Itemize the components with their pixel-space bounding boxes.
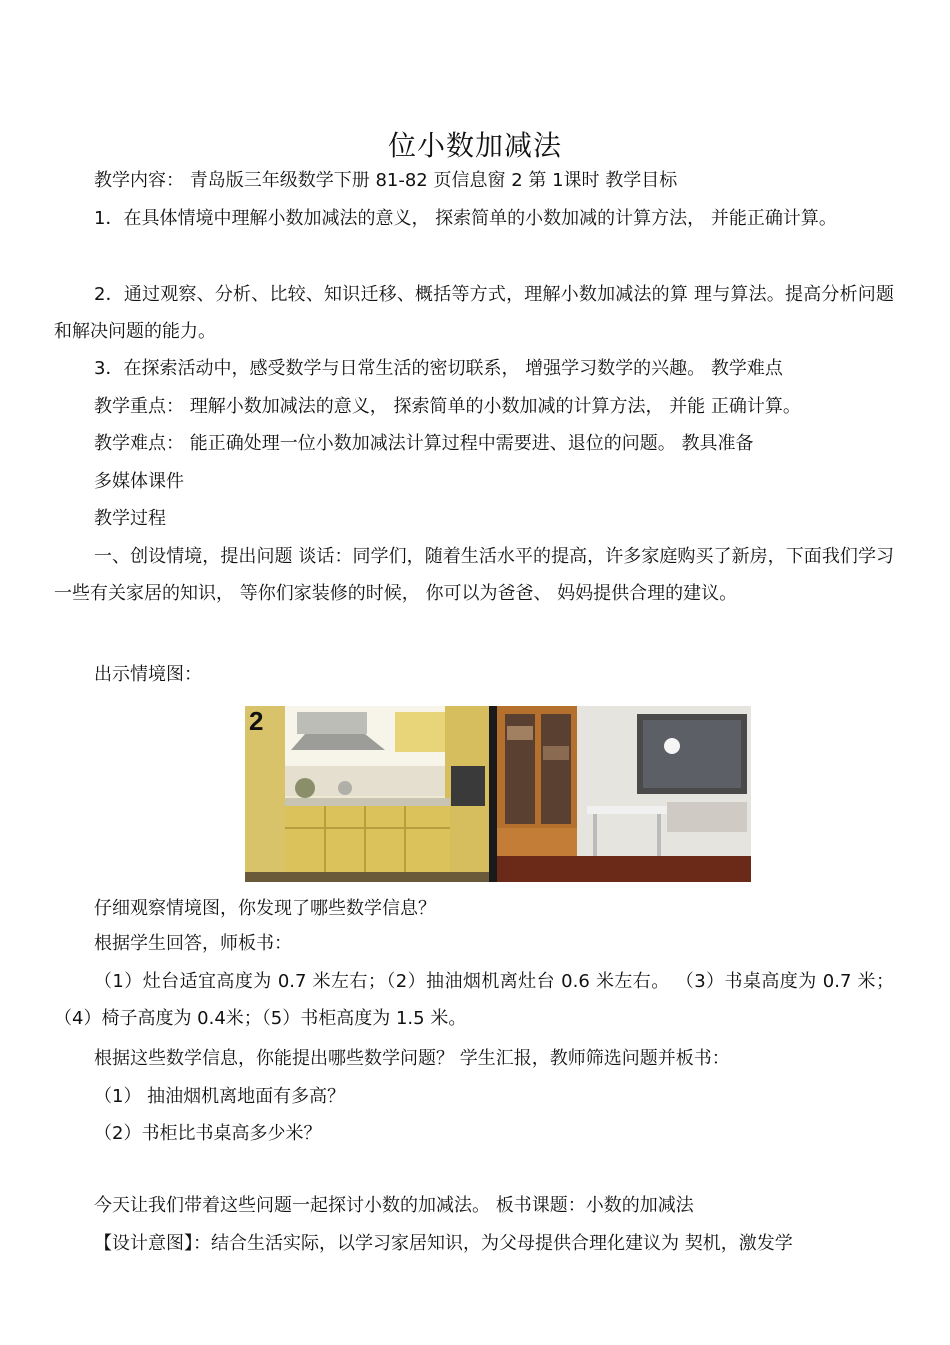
ask-question-line: 根据这些数学信息，你能提出哪些数学问题？ 学生汇报，教师筛选问题并板书： — [94, 1048, 730, 1069]
figure-number-label: 2 — [249, 706, 264, 736]
goal-1-paragraph: 1．在具体情境中理解小数加减法的意义， 探索简单的小数加减的计算方法， 并能正确计算。 — [94, 208, 837, 229]
scene-figure — [245, 706, 751, 882]
teaching-content-line: 教学内容： 青岛版三年级数学下册 81-82 页信息窗 2 第 1课时 教学目标 — [94, 170, 678, 191]
goal-2-paragraph: 2．通过观察、分析、比较、知识迁移、概括等方式，理解小数加减法的算 理与算法。提高分析问题和解决问题的能力。 — [54, 284, 894, 342]
question-1-line: （1） 抽油烟机离地面有多高？ — [94, 1086, 346, 1107]
tools-line: 多媒体课件 — [94, 471, 184, 492]
show-figure-line: 出示情境图： — [94, 664, 202, 685]
today-topic-line: 今天让我们带着这些问题一起探讨小数的加减法。 板书课题：小数的加减法 — [94, 1195, 694, 1216]
process-heading: 教学过程 — [94, 508, 166, 529]
design-intent-line: 【设计意图】：结合生活实际，以学习家居知识，为父母提供合理化建议为 契机，激发学 — [94, 1233, 793, 1254]
goal-3-line: 3．在探索活动中，感受数学与日常生活的密切联系， 增强学习数学的兴趣。 教学难点 — [94, 358, 783, 379]
difficulty-line: 教学难点： 能正确处理一位小数加减法计算过程中需要进、退位的问题。 教具准备 — [94, 433, 754, 454]
study-room-photo — [497, 706, 751, 882]
math-info-paragraph: （1）灶台适宜高度为 0.7 米左右；（2）抽油烟机离灶台 0.6 米左右。 （3）书桌高度为 0.7 米；（4）椅子高度为 0.4米；（5）书柜高度为 1.5 米。 — [54, 971, 894, 1029]
question-2-line: （2）书柜比书桌高多少米？ — [94, 1123, 322, 1144]
kitchen-photo — [245, 706, 489, 882]
answer-intro-line: 根据学生回答，师板书： — [94, 933, 292, 954]
intro-paragraph: 一、创设情境，提出问题 谈话：同学们，随着生活水平的提高，许多家庭购买了新房，下面我们学习 一些有关家居的知识， 等你们家装修的时候， 你可以为爸爸、 妈妈提供合理的建议。 — [54, 546, 894, 604]
page-title: 位小数加减法 — [387, 129, 562, 162]
key-point-line: 教学重点： 理解小数加减法的意义， 探索简单的小数加减的计算方法， 并能 正确计算。 — [94, 396, 801, 417]
observe-question-line: 仔细观察情境图，你发现了哪些数学信息？ — [94, 898, 436, 919]
